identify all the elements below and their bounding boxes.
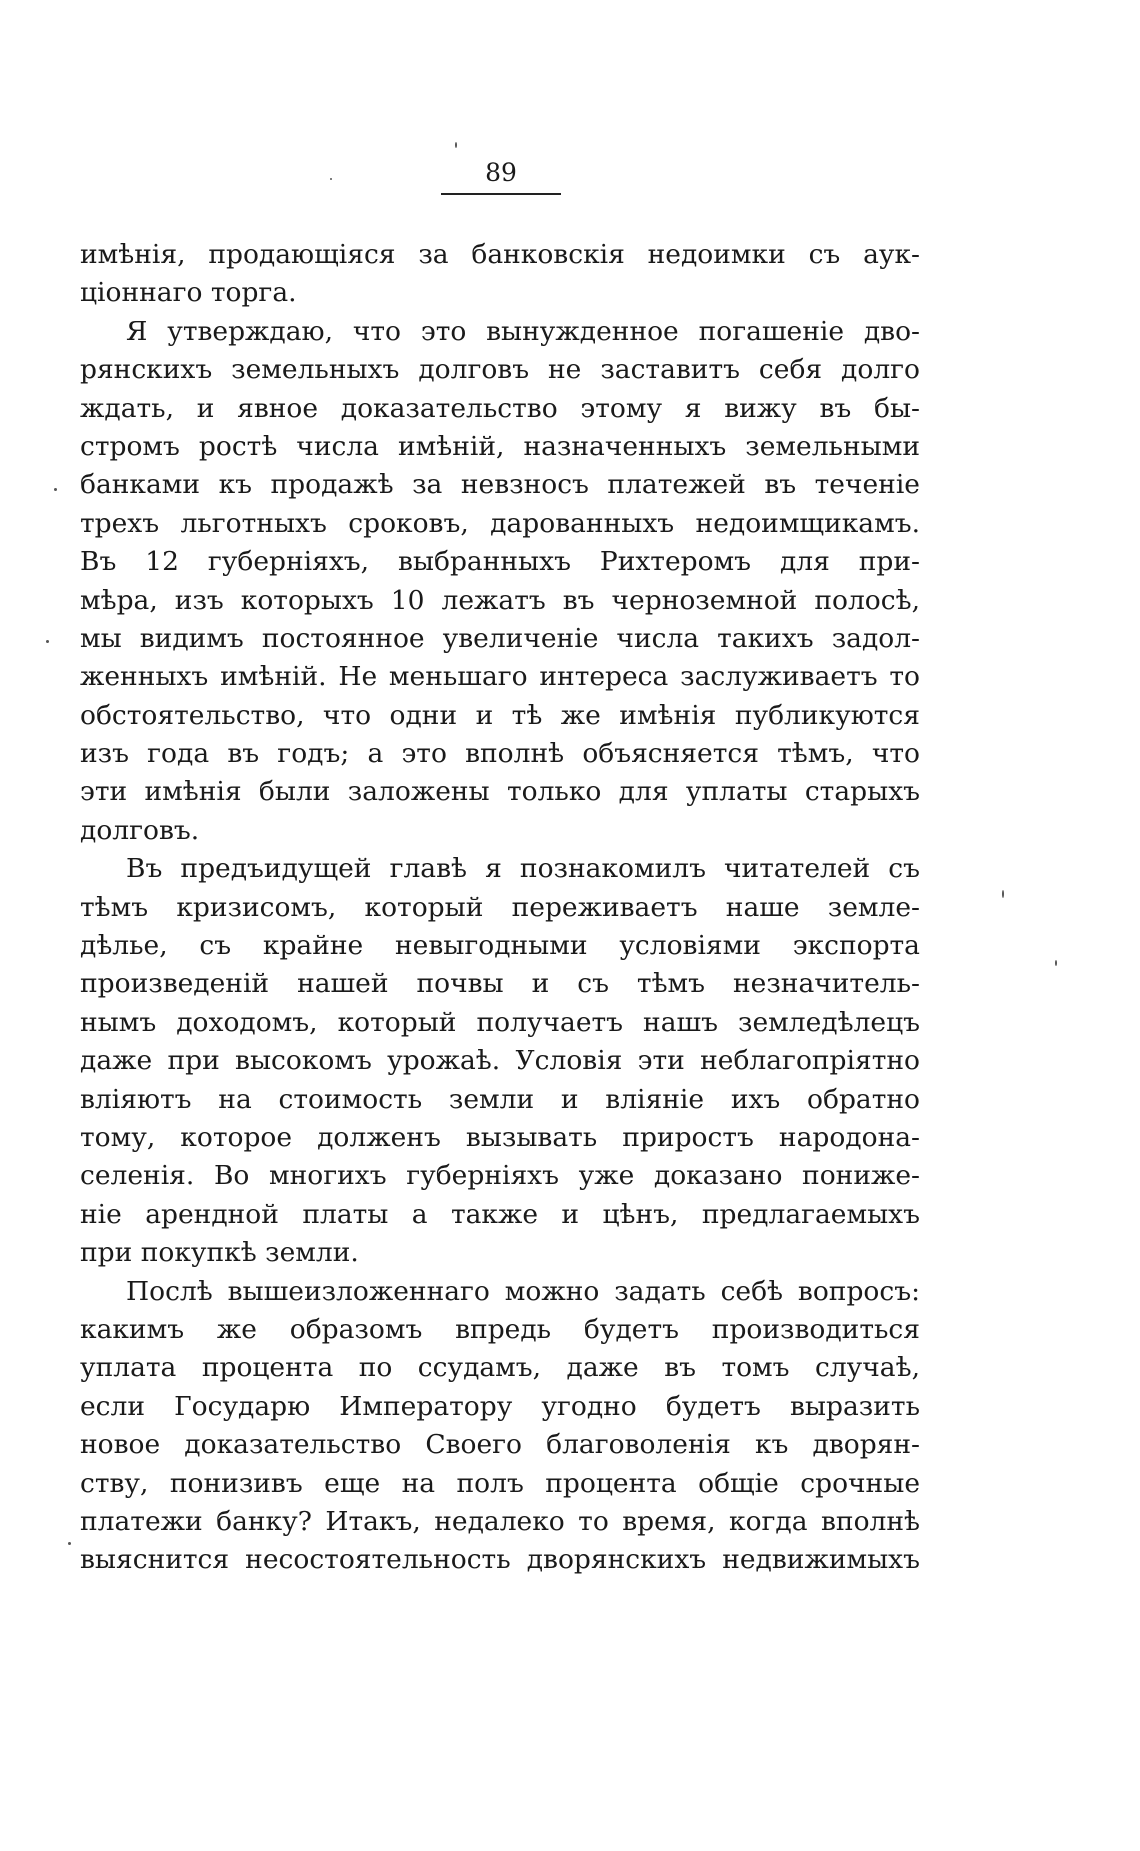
text-line: Послѣ вышеизложеннаго можно задать себѣ вопросъ: (126, 1275, 920, 1307)
text-line: имѣнія, продающіяся за банковскія недоимки съ аук- (80, 239, 920, 270)
text-line: Въ предъидущей главѣ я познакомилъ читателей съ (126, 853, 920, 885)
text-line: рянскихъ земельныхъ долговъ не заставитъ себя долго (80, 354, 920, 386)
text-line: дѣлье, съ крайне невыгодными условіями экспорта (80, 930, 920, 962)
text-line: обстоятельство, что одни и тѣ же имѣнія публикуются (80, 699, 920, 731)
scan-speck (1002, 890, 1004, 898)
text-line: какимъ же образомъ впредь будетъ производиться (80, 1313, 920, 1345)
scan-speck (455, 142, 457, 148)
scan-speck (1055, 960, 1057, 966)
text-line: ждать, и явное доказательство этому я вижу въ бы- (80, 392, 920, 424)
text-line: изъ года въ годъ; а это вполнѣ объясняется тѣмъ, что (80, 738, 920, 770)
text-line: стромъ ростѣ числа имѣній, назначенныхъ земельными (80, 430, 920, 462)
paragraph-2 (80, 313, 920, 850)
text-line: мы видимъ постоянное увеличеніе числа такихъ задол- (80, 622, 921, 654)
paragraph-3 (80, 850, 920, 1272)
text-line: селенія. Во многихъ губерніяхъ уже доказано пониже- (80, 1160, 921, 1192)
text-line: тому, которое долженъ вызывать приростъ народона- (80, 1121, 920, 1153)
text-line: новое доказательство Своего благоволенія къ дворян- (80, 1429, 920, 1461)
scan-speck (54, 488, 57, 491)
paragraph-1 (80, 236, 920, 313)
text-line: ству, понизивъ еще на полъ процента общіе срочные (80, 1467, 920, 1499)
text-line: женныхъ имѣній. Не меньшаго интереса заслуживаетъ то (80, 661, 920, 693)
text-line: долговъ. (80, 814, 200, 846)
scan-speck (330, 178, 332, 180)
scan-speck (68, 1542, 71, 1545)
text-line: эти имѣнія были заложены только для уплаты старыхъ (80, 776, 920, 808)
text-line: вліяютъ на стоимость земли и вліяніе ихъ обратно (80, 1083, 921, 1115)
text-line: даже при высокомъ урожаѣ. Условія эти неблагопріятно (80, 1045, 920, 1077)
text-line: платежи банку? Итакъ, недалеко то время, когда вполнѣ (80, 1505, 920, 1537)
text-line: при покупкѣ земли. (80, 1237, 359, 1269)
text-line: если Государю Императору угодно будетъ выразить (80, 1390, 920, 1422)
page-number: 89 (485, 158, 517, 187)
text-line: выяснится несостоятельность дворянскихъ недвижимыхъ (80, 1544, 920, 1576)
text-line: трехъ льготныхъ сроковъ, дарованныхъ недоимщикамъ. (80, 507, 920, 539)
text-line: нымъ доходомъ, который получаетъ нашъ земледѣлецъ (80, 1006, 920, 1038)
text-line: Я утверждаю, что это вынужденное погашеніе дво- (126, 315, 920, 347)
body-text (80, 236, 920, 1580)
text-line: мѣра, изъ которыхъ 10 лежатъ въ черноземной полосѣ, (80, 584, 920, 616)
text-line: уплата процента по ссудамъ, даже въ томъ случаѣ, (80, 1352, 920, 1384)
page-number-rule (441, 193, 561, 195)
scan-speck (46, 640, 49, 643)
text-line: ніе арендной платы а также и цѣнъ, предлагаемыхъ (80, 1198, 920, 1230)
text-line: ціоннаго торга. (80, 277, 297, 309)
paragraph-4 (80, 1273, 920, 1580)
text-line: Въ 12 губерніяхъ, выбранныхъ Рихтеромъ для при- (80, 546, 920, 578)
text-line: банками къ продажѣ за невзносъ платежей въ теченіе (80, 469, 920, 501)
text-line: произведеній нашей почвы и съ тѣмъ незначитель- (80, 968, 920, 1000)
text-line: тѣмъ кризисомъ, который переживаетъ наше земле- (80, 891, 920, 923)
